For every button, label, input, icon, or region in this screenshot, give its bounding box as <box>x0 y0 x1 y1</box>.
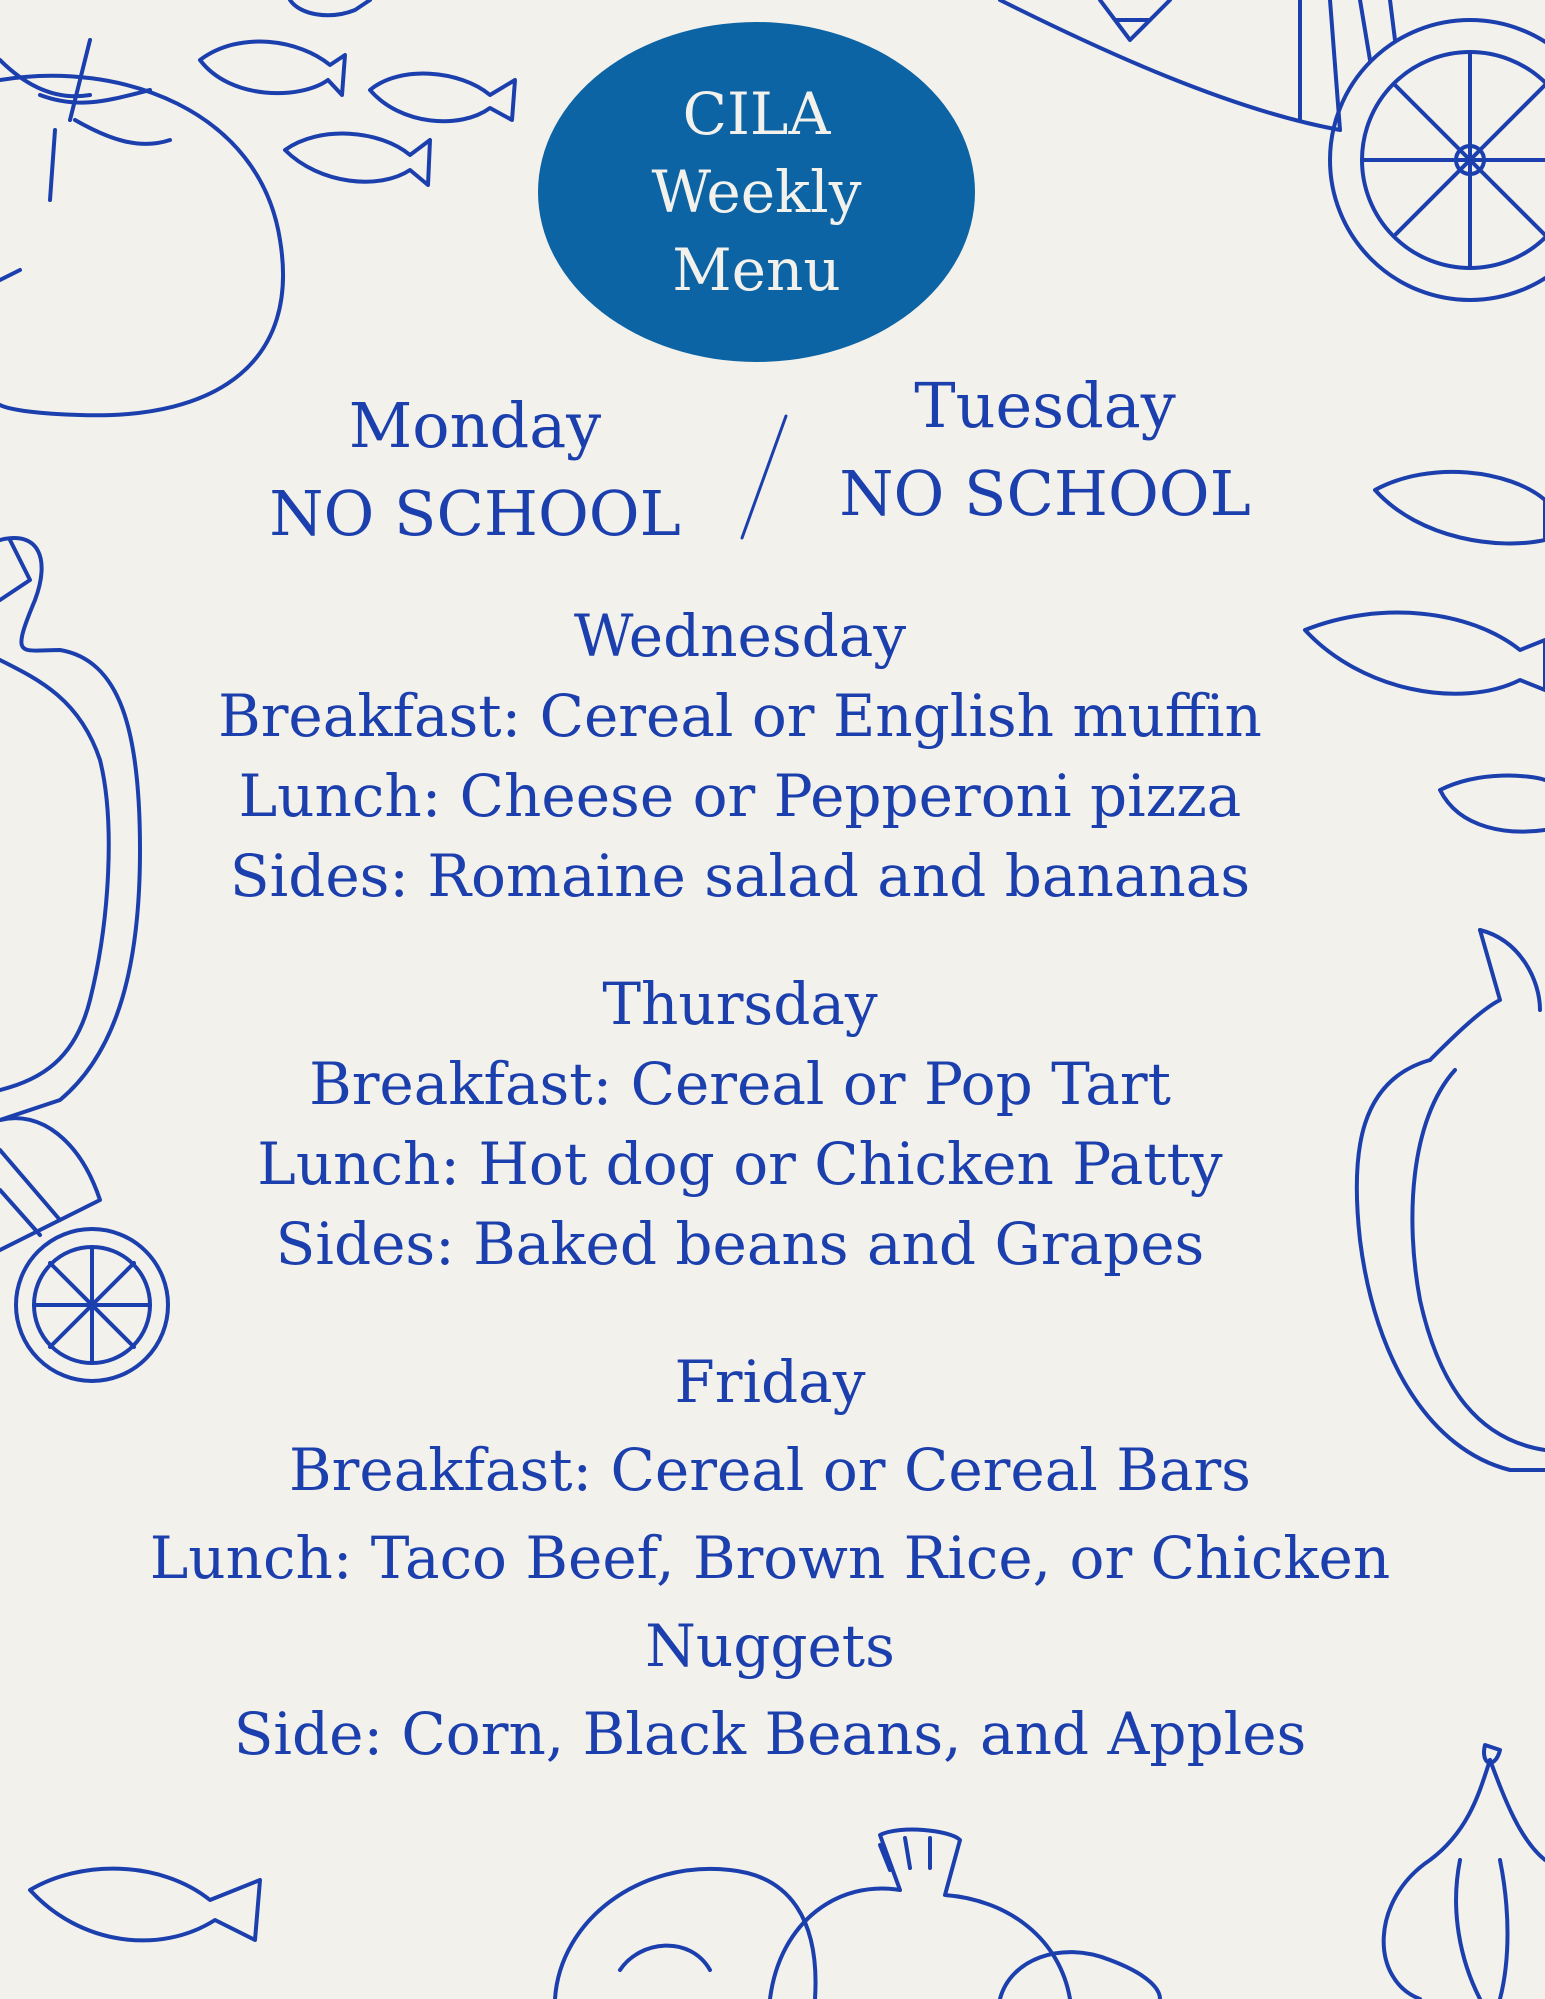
monday-note: NO SCHOOL <box>269 477 681 550</box>
friday-lunch-line-2: Nuggets <box>645 1612 895 1680</box>
thursday-lunch: Lunch: Hot dog or Chicken Patty <box>257 1130 1223 1198</box>
title-line-3: Menu <box>672 236 841 304</box>
thursday-heading: Thursday <box>602 970 878 1038</box>
menu-title <box>538 22 975 362</box>
monday-heading: Monday <box>348 389 602 462</box>
wednesday-heading: Wednesday <box>573 602 907 670</box>
thursday-section <box>80 964 1400 1284</box>
thursday-sides: Sides: Baked beans and Grapes <box>275 1210 1205 1278</box>
fish-icon <box>30 1869 260 1941</box>
title-line-1: CILA <box>682 80 831 148</box>
wednesday-breakfast: Breakfast: Cereal or English muffin <box>218 682 1262 750</box>
fish-icon <box>200 0 515 185</box>
tuesday-section <box>790 362 1300 538</box>
day-divider <box>734 412 794 542</box>
monday-section <box>210 382 740 558</box>
wednesday-lunch: Lunch: Cheese or Pepperoni pizza <box>238 762 1242 830</box>
friday-lunch-line-1: Lunch: Taco Beef, Brown Rice, or Chicken <box>149 1524 1391 1592</box>
lemon-icon <box>1000 0 1545 300</box>
tuesday-heading: Tuesday <box>914 369 1176 442</box>
title-line-2: Weekly <box>651 158 862 226</box>
thursday-breakfast: Breakfast: Cereal or Pop Tart <box>309 1050 1171 1118</box>
friday-sides: Side: Corn, Black Beans, and Apples <box>233 1700 1307 1768</box>
friday-section <box>60 1338 1480 1778</box>
wednesday-section <box>80 596 1400 916</box>
wednesday-sides: Sides: Romaine salad and bananas <box>229 842 1251 910</box>
tomato-icon <box>0 40 283 415</box>
tuesday-note: NO SCHOOL <box>839 457 1251 530</box>
mushroom-icon <box>555 1830 1160 1999</box>
friday-breakfast: Breakfast: Cereal or Cereal Bars <box>289 1436 1251 1504</box>
friday-heading: Friday <box>674 1348 866 1416</box>
garlic-icon <box>1384 1745 1545 1999</box>
